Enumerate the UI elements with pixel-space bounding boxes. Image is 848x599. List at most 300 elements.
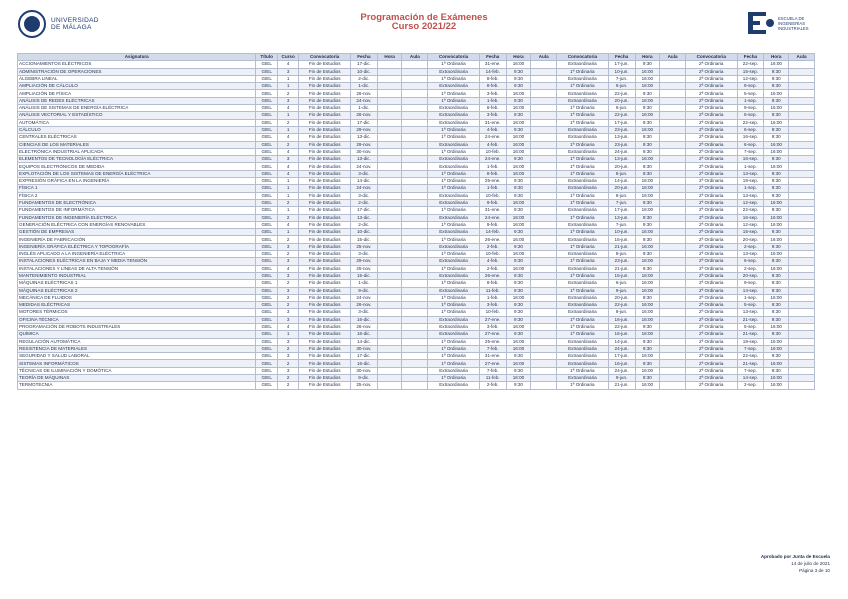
table-cell <box>402 199 428 206</box>
table-cell <box>660 360 686 367</box>
table-cell <box>402 192 428 199</box>
table-cell: 16:00 <box>506 294 531 301</box>
table-cell <box>660 236 686 243</box>
table-cell: 1ª Ordinaria <box>428 126 480 133</box>
table-cell: 2ª Ordinaria <box>685 294 737 301</box>
column-header: Curso <box>277 54 298 61</box>
table-cell: 9:30 <box>764 207 789 214</box>
table-cell: 2 <box>277 214 298 221</box>
table-cell <box>789 141 815 148</box>
table-cell: GIEL <box>256 97 277 104</box>
table-cell <box>402 170 428 177</box>
table-cell: 9:30 <box>635 148 660 155</box>
table-cell <box>402 316 428 323</box>
table-cell: 16:00 <box>635 75 660 82</box>
table-cell: 16:00 <box>635 185 660 192</box>
table-cell <box>660 178 686 185</box>
table-cell <box>377 178 402 185</box>
table-cell: 16:00 <box>764 221 789 228</box>
table-row <box>18 170 815 177</box>
table-cell: 25-ene. <box>479 338 506 345</box>
table-cell: Fin de Estudios <box>299 119 351 126</box>
table-cell: 3 <box>277 367 298 374</box>
table-cell: 2-feb. <box>479 265 506 272</box>
table-cell: 2 <box>277 141 298 148</box>
table-cell: 9:30 <box>764 185 789 192</box>
table-cell: 8-jun. <box>608 251 635 258</box>
table-cell: 1ª Ordinaria <box>557 119 609 126</box>
table-cell: GIEL <box>256 229 277 236</box>
table-cell: 9:30 <box>506 207 531 214</box>
table-cell: 22-jun. <box>608 323 635 330</box>
table-cell: GIEL <box>256 163 277 170</box>
table-cell: GIEL <box>256 192 277 199</box>
table-cell: Extraordinaria <box>557 97 609 104</box>
table-cell: 21-sep. <box>737 316 764 323</box>
table-cell: 2 <box>277 280 298 287</box>
table-cell: GIEL <box>256 316 277 323</box>
column-header: Convocatoria <box>428 54 480 61</box>
table-cell <box>789 214 815 221</box>
table-cell: 4-feb. <box>479 126 506 133</box>
table-cell <box>377 294 402 301</box>
table-cell <box>402 360 428 367</box>
subject-cell: ELECTRÓNICA INDUSTRIAL APLICADA <box>18 148 256 155</box>
table-cell: 1ª Ordinaria <box>428 265 480 272</box>
table-cell: 9:30 <box>506 243 531 250</box>
table-cell: 10-feb. <box>479 251 506 258</box>
subject-cell: INSTALACIONES ELÉCTRICAS EN BAJA Y MEDIA TENSIÓN <box>18 258 256 265</box>
table-cell: 3-dic. <box>350 192 377 199</box>
table-cell: 5-sep. <box>737 90 764 97</box>
table-cell: 16:00 <box>506 170 531 177</box>
table-cell <box>377 185 402 192</box>
table-cell: 9:30 <box>764 243 789 250</box>
table-cell: Fin de Estudios <box>299 199 351 206</box>
table-cell <box>402 141 428 148</box>
table-cell: 16:00 <box>506 360 531 367</box>
column-header: Hora <box>506 54 531 61</box>
table-cell <box>789 345 815 352</box>
table-cell: 2-feb. <box>479 382 506 389</box>
table-cell: 1ª Ordinaria <box>557 170 609 177</box>
table-cell: GIEL <box>256 199 277 206</box>
table-cell <box>377 199 402 206</box>
table-cell: Fin de Estudios <box>299 221 351 228</box>
table-cell: 1-sep. <box>737 185 764 192</box>
table-cell: 7-feb. <box>479 367 506 374</box>
table-cell <box>789 97 815 104</box>
table-cell: 2-dic. <box>350 75 377 82</box>
table-cell: 7-jun. <box>608 199 635 206</box>
subject-cell: CENTRALES ELÉCTRICAS <box>18 134 256 141</box>
table-cell: GIEL <box>256 126 277 133</box>
table-cell <box>402 331 428 338</box>
table-cell: Fin de Estudios <box>299 134 351 141</box>
table-cell: 24-ene. <box>479 134 506 141</box>
table-cell: GIEL <box>256 338 277 345</box>
table-row <box>18 287 815 294</box>
table-cell: 9:30 <box>635 294 660 301</box>
table-cell: 16:00 <box>635 382 660 389</box>
university-name-line2: DE MÁLAGA <box>51 24 92 31</box>
table-cell: 6-sep. <box>737 126 764 133</box>
table-row <box>18 141 815 148</box>
table-cell: Fin de Estudios <box>299 185 351 192</box>
table-cell: 21-jun. <box>608 265 635 272</box>
table-cell <box>660 134 686 141</box>
table-cell <box>377 221 402 228</box>
table-cell <box>789 294 815 301</box>
table-cell: 16:00 <box>635 280 660 287</box>
table-cell: 8-feb. <box>479 83 506 90</box>
table-cell: 9:30 <box>764 229 789 236</box>
table-cell: 9:30 <box>506 97 531 104</box>
table-cell: 3 <box>277 243 298 250</box>
table-cell: GIEL <box>256 251 277 258</box>
table-cell: 3 <box>277 97 298 104</box>
table-cell: 8-feb. <box>479 105 506 112</box>
table-cell: 1ª Ordinaria <box>428 251 480 258</box>
table-row <box>18 199 815 206</box>
table-cell: 9:30 <box>635 221 660 228</box>
table-cell: 3-feb. <box>479 323 506 330</box>
table-cell: GIEL <box>256 272 277 279</box>
table-cell: 4-feb. <box>479 258 506 265</box>
table-cell: Fin de Estudios <box>299 331 351 338</box>
table-cell <box>531 382 557 389</box>
table-cell <box>402 105 428 112</box>
table-cell: 26-nov. <box>350 323 377 330</box>
table-cell: Extraordinaria <box>557 126 609 133</box>
table-cell <box>531 163 557 170</box>
table-cell: 14-jun. <box>608 338 635 345</box>
table-cell: 22-sep. <box>737 353 764 360</box>
table-cell: 2ª Ordinaria <box>685 199 737 206</box>
table-cell: 1ª Ordinaria <box>557 156 609 163</box>
table-cell <box>660 251 686 258</box>
table-cell: 9:30 <box>635 163 660 170</box>
table-cell: 16:00 <box>764 265 789 272</box>
table-cell: 16:00 <box>506 375 531 382</box>
table-row <box>18 265 815 272</box>
table-cell: 1ª Ordinaria <box>428 309 480 316</box>
table-cell: 24-jun. <box>608 367 635 374</box>
table-cell: 2ª Ordinaria <box>685 97 737 104</box>
table-cell <box>660 265 686 272</box>
table-cell: 16:00 <box>635 331 660 338</box>
table-cell <box>531 323 557 330</box>
subject-cell: FUNDAMENTOS DE INGENIERÍA ELÉCTRICA <box>18 214 256 221</box>
table-cell <box>789 251 815 258</box>
school-mark-icon <box>748 12 774 34</box>
table-cell: GIEL <box>256 221 277 228</box>
table-cell: 13-dic. <box>350 156 377 163</box>
table-cell: 8-jun. <box>608 309 635 316</box>
table-cell: 16:00 <box>506 214 531 221</box>
table-cell: 23-jun. <box>608 126 635 133</box>
subject-cell: MÁQUINAS ELÉCTRICAS 1 <box>18 280 256 287</box>
subject-cell: MOTORES TÉRMICOS <box>18 309 256 316</box>
table-cell: Fin de Estudios <box>299 243 351 250</box>
table-cell: 20-jun. <box>608 185 635 192</box>
table-row <box>18 302 815 309</box>
table-cell: 12-sep. <box>737 75 764 82</box>
approval-note: Aprobado por Junta de Escuela <box>760 554 830 559</box>
table-cell: 2-sep. <box>737 265 764 272</box>
table-cell: 30-nov. <box>350 367 377 374</box>
table-row <box>18 105 815 112</box>
table-cell: 9:30 <box>764 331 789 338</box>
table-cell: 1ª Ordinaria <box>428 221 480 228</box>
table-cell: 1ª Ordinaria <box>428 134 480 141</box>
table-cell <box>377 170 402 177</box>
table-cell: GIEL <box>256 294 277 301</box>
table-cell: 1 <box>277 229 298 236</box>
table-cell: 2ª Ordinaria <box>685 178 737 185</box>
table-cell <box>402 309 428 316</box>
table-cell <box>789 170 815 177</box>
table-cell <box>789 199 815 206</box>
table-cell: Extraordinaria <box>557 338 609 345</box>
table-cell: GIEL <box>256 61 277 68</box>
table-row <box>18 323 815 330</box>
table-cell: 16:00 <box>635 272 660 279</box>
table-cell: 1 <box>277 126 298 133</box>
table-cell <box>789 280 815 287</box>
table-cell: 16:00 <box>506 323 531 330</box>
table-cell <box>789 258 815 265</box>
table-cell: 4 <box>277 170 298 177</box>
table-cell: 9:30 <box>635 236 660 243</box>
table-cell: 9:30 <box>764 309 789 316</box>
table-cell: 9:30 <box>764 353 789 360</box>
subject-cell: GENERACIÓN ELÉCTRICA CON ENERGÍAS RENOVABLES <box>18 221 256 228</box>
table-cell: 6-jun. <box>608 83 635 90</box>
table-cell: 2ª Ordinaria <box>685 316 737 323</box>
table-cell: 1ª Ordinaria <box>428 375 480 382</box>
table-cell <box>531 338 557 345</box>
table-cell: 22-sep. <box>737 207 764 214</box>
table-cell <box>531 199 557 206</box>
table-cell: 2 <box>277 382 298 389</box>
table-cell: 26-nov. <box>350 90 377 97</box>
table-cell: Extraordinaria <box>428 316 480 323</box>
table-cell <box>789 221 815 228</box>
table-cell: 9:30 <box>506 75 531 82</box>
table-cell <box>377 112 402 119</box>
table-cell <box>402 251 428 258</box>
column-header: Hora <box>635 54 660 61</box>
table-cell <box>660 163 686 170</box>
table-row <box>18 367 815 374</box>
table-cell <box>402 178 428 185</box>
table-cell: 9-sep. <box>737 83 764 90</box>
table-cell <box>531 126 557 133</box>
table-cell <box>377 323 402 330</box>
table-cell: 1-sep. <box>737 163 764 170</box>
column-header: Convocatoria <box>685 54 737 61</box>
school-name-line3: INDUSTRIALES <box>778 25 809 31</box>
table-cell: Extraordinaria <box>428 258 480 265</box>
table-cell: 21-sep. <box>737 360 764 367</box>
table-cell: 9:30 <box>506 316 531 323</box>
table-header-row <box>18 54 815 61</box>
table-cell: 1 <box>277 331 298 338</box>
table-cell: 22-jun. <box>608 112 635 119</box>
table-cell: 26-ene. <box>479 272 506 279</box>
table-cell: 3-feb. <box>479 302 506 309</box>
table-cell: 15-dic. <box>350 272 377 279</box>
table-cell: Fin de Estudios <box>299 375 351 382</box>
column-header: Aula <box>660 54 686 61</box>
table-cell: 9:30 <box>506 272 531 279</box>
table-cell: 1-dic. <box>350 105 377 112</box>
table-cell: 9:30 <box>506 258 531 265</box>
subject-cell: MÁQUINAS ELÉCTRICAS 2 <box>18 287 256 294</box>
table-cell: 2ª Ordinaria <box>685 141 737 148</box>
table-cell: Fin de Estudios <box>299 316 351 323</box>
table-cell: 16-jun. <box>608 316 635 323</box>
table-cell <box>402 148 428 155</box>
table-cell: GIEL <box>256 156 277 163</box>
table-cell: Fin de Estudios <box>299 229 351 236</box>
table-cell: 16:00 <box>635 126 660 133</box>
table-cell: 13-sep. <box>737 170 764 177</box>
table-cell <box>660 331 686 338</box>
table-cell: 16:00 <box>764 382 789 389</box>
table-cell: GIEL <box>256 75 277 82</box>
table-cell: Extraordinaria <box>557 178 609 185</box>
subject-cell: CÁLCULO <box>18 126 256 133</box>
table-cell: 9-feb. <box>479 221 506 228</box>
table-row <box>18 148 815 155</box>
table-cell: 6-jun. <box>608 280 635 287</box>
table-cell: 1-feb. <box>479 97 506 104</box>
table-cell: 3-feb. <box>479 112 506 119</box>
table-cell: 1ª Ordinaria <box>557 272 609 279</box>
table-cell: 16:00 <box>635 302 660 309</box>
table-cell <box>377 251 402 258</box>
table-cell: Fin de Estudios <box>299 345 351 352</box>
table-cell: 16:00 <box>764 148 789 155</box>
table-cell: 15-sep. <box>737 68 764 75</box>
table-cell <box>377 243 402 250</box>
table-cell <box>402 280 428 287</box>
table-cell: 2ª Ordinaria <box>685 302 737 309</box>
table-cell: 1ª Ordinaria <box>428 148 480 155</box>
table-cell: GIEL <box>256 280 277 287</box>
table-cell: 9:30 <box>506 309 531 316</box>
table-cell: Fin de Estudios <box>299 75 351 82</box>
table-cell: 16-dic. <box>350 316 377 323</box>
table-cell: 9:30 <box>506 367 531 374</box>
table-cell: 5-sep. <box>737 323 764 330</box>
table-cell <box>660 229 686 236</box>
table-cell: 2ª Ordinaria <box>685 221 737 228</box>
table-cell <box>660 156 686 163</box>
table-cell <box>531 309 557 316</box>
table-cell: 9:30 <box>506 287 531 294</box>
table-cell: 9:30 <box>764 156 789 163</box>
table-cell: 22-jun. <box>608 302 635 309</box>
table-cell: 2 <box>277 236 298 243</box>
table-cell <box>402 207 428 214</box>
subject-cell: FÍSICA 1 <box>18 185 256 192</box>
table-cell: Fin de Estudios <box>299 280 351 287</box>
table-cell <box>789 331 815 338</box>
table-cell: 2ª Ordinaria <box>685 83 737 90</box>
table-cell: Extraordinaria <box>428 141 480 148</box>
table-cell: Fin de Estudios <box>299 367 351 374</box>
table-cell <box>789 192 815 199</box>
table-cell: 1ª Ordinaria <box>428 170 480 177</box>
column-header: Hora <box>377 54 402 61</box>
table-cell <box>789 367 815 374</box>
table-cell: 16:00 <box>635 156 660 163</box>
subject-cell: INSTALACIONES Y LÍNEAS DE ALTA TENSIÓN <box>18 265 256 272</box>
table-cell: Extraordinaria <box>557 302 609 309</box>
table-row <box>18 185 815 192</box>
table-cell: 2ª Ordinaria <box>685 272 737 279</box>
table-cell: 16:00 <box>635 112 660 119</box>
table-cell: 3 <box>277 309 298 316</box>
table-cell: Fin de Estudios <box>299 178 351 185</box>
table-cell: 16:00 <box>506 345 531 352</box>
table-cell: 16:00 <box>635 68 660 75</box>
table-cell: 16:00 <box>635 192 660 199</box>
table-cell: 13-sep. <box>737 251 764 258</box>
subject-cell: EXPRESIÓN GRÁFICA EN LA INGENIERÍA <box>18 178 256 185</box>
table-cell: Fin de Estudios <box>299 170 351 177</box>
table-cell: Fin de Estudios <box>299 61 351 68</box>
table-cell: 16-sep. <box>737 156 764 163</box>
table-cell: 1ª Ordinaria <box>428 302 480 309</box>
table-cell <box>377 345 402 352</box>
table-cell: 16:00 <box>764 375 789 382</box>
table-row <box>18 353 815 360</box>
subject-cell: ELEMENTOS DE TECNOLOGÍA ELÉCTRICA <box>18 156 256 163</box>
table-cell <box>377 119 402 126</box>
table-cell <box>531 345 557 352</box>
table-cell: 1ª Ordinaria <box>428 353 480 360</box>
table-cell <box>789 287 815 294</box>
table-cell: 2ª Ordinaria <box>685 382 737 389</box>
table-cell: 3 <box>277 68 298 75</box>
table-cell: 5-sep. <box>737 302 764 309</box>
table-cell: 16:00 <box>764 345 789 352</box>
table-cell <box>377 258 402 265</box>
table-row <box>18 221 815 228</box>
table-cell: GIEL <box>256 134 277 141</box>
table-cell: 4 <box>277 163 298 170</box>
table-cell: 1ª Ordinaria <box>428 280 480 287</box>
table-cell: 9:30 <box>506 126 531 133</box>
table-cell: 1ª Ordinaria <box>428 294 480 301</box>
table-cell: Extraordinaria <box>557 61 609 68</box>
table-cell <box>377 148 402 155</box>
column-header: Aula <box>531 54 557 61</box>
table-cell: Extraordinaria <box>557 375 609 382</box>
table-cell: 16:00 <box>506 251 531 258</box>
table-cell: 16:00 <box>635 309 660 316</box>
table-cell: 10-feb. <box>479 309 506 316</box>
table-cell: GIEL <box>256 112 277 119</box>
table-row <box>18 90 815 97</box>
table-row <box>18 251 815 258</box>
table-cell: 2ª Ordinaria <box>685 258 737 265</box>
table-cell: 7-jun. <box>608 221 635 228</box>
